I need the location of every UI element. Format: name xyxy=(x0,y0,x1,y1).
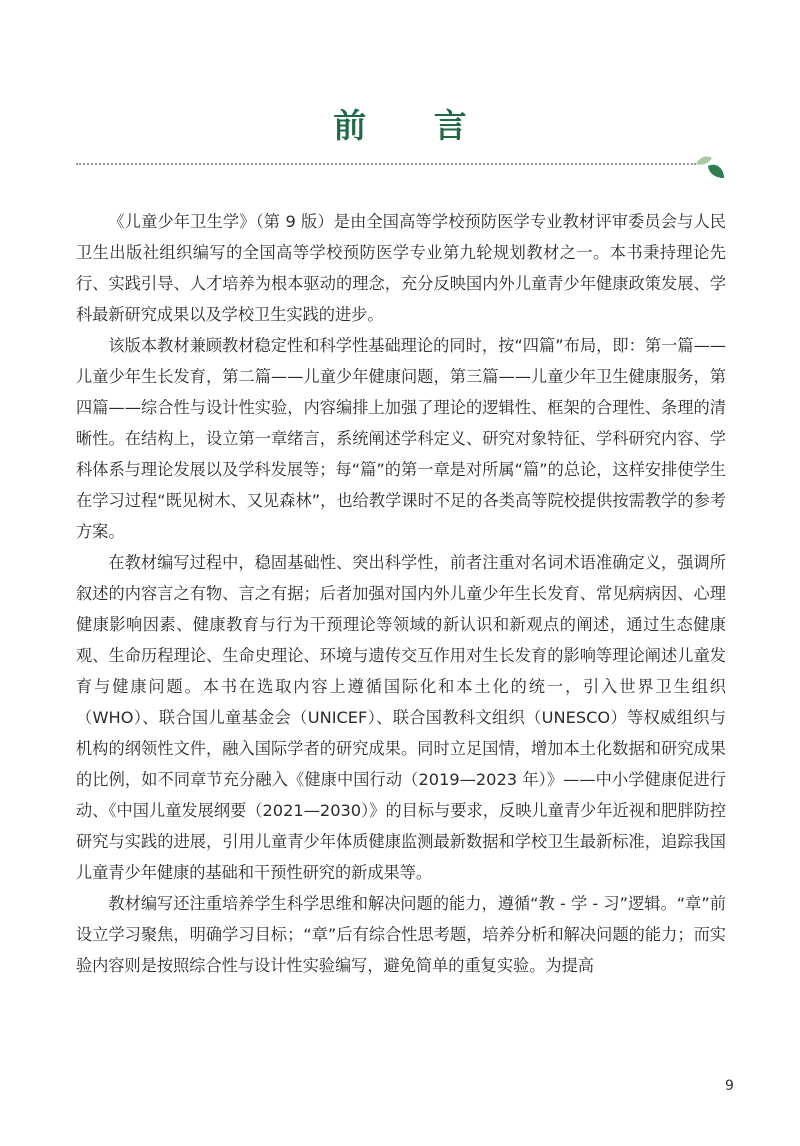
page-title: 前 言 xyxy=(333,106,495,145)
paragraph-4: 教材编写还注重培养学生科学思维和解决问题的能力，遵循“教 - 学 - 习”逻辑。“章”前设立学习聚焦，明确学习目标；“章”后有综合性思考题，培养分析和解决问题的能力；而实验内容则是按照综合性与设计性实验编写，避免简单的重复实验。为提高 xyxy=(76,894,726,975)
paragraph-1: 《儿童少年卫生学》（第 9 版）是由全国高等学校预防医学专业教材评审委员会与人民卫生出版社组织编写的全国高等学校预防医学专业第九轮规划教材之一。本书秉持理论先行、实践引导、人才培养为根本驱动的理念，充分反映国内外儿童青少年健康政策发展、学科最新研究成果以及学校卫生实践的进步。 xyxy=(76,212,726,324)
paragraph-3: 在教材编写过程中，稳固基础性、突出科学性，前者注重对名词术语准确定义，强调所叙述的内容言之有物、言之有据；后者加强对国内外儿童少年生长发育、常见病病因、心理健康影响因素、健康教育与行为干预理论等领域的新认识和新观点的阐述，通过生态健康观、生命历程理论、生命史理论、环境与遗传交互作用对生长发育的影响等理论阐述儿童发育与健康问题。本书在选取内容上遵循国际化和本土化的统一，引入世界卫生组织（WHO）、联合国儿童基金会（UNICEF）、联合国教科文组织（UNESCO）等权威组织与机构的纲领性文件，融入国际学者的研究成果。同时立足国情，增加本土化数据和研究成果的比例，如不同章节充分融入《健康中国行动（2019—2023 年）》——中小学健康促进行动、《中国儿童发展纲要（2021—2030）》的目标与要求，反映儿童青少年近视和肥胖防控研究与实践的进展，引用儿童青少年体质健康监测最新数据和学校卫生最新标准，追踪我国儿童青少年健康的基础和干预性研究的新成果等。 xyxy=(76,553,726,882)
preface-body xyxy=(76,206,726,981)
title-divider xyxy=(76,152,726,182)
dotted-rule xyxy=(76,163,696,165)
paragraph-2: 该版本教材兼顾教材稳定性和科学性基础理论的同时，按“四篇”布局，即：第一篇——儿童少年生长发育，第二篇——儿童少年健康问题，第三篇——儿童少年卫生健康服务，第四篇——综合性与设计性实验，内容编排上加强了理论的逻辑性、框架的合理性、条理的清晰性。在结构上，设立第一章绪言，系统阐述学科定义、研究对象特征、学科研究内容、学科体系与理论发展以及学科发展等；每“篇”的第一章是对所属“篇”的总论，这样安排使学生在学习过程“既见树木、又见森林”，也给教学课时不足的各类高等院校提供按需教学的参考方案。 xyxy=(76,336,726,541)
leaf-icon xyxy=(694,152,726,182)
page-number: 9 xyxy=(725,1078,734,1094)
